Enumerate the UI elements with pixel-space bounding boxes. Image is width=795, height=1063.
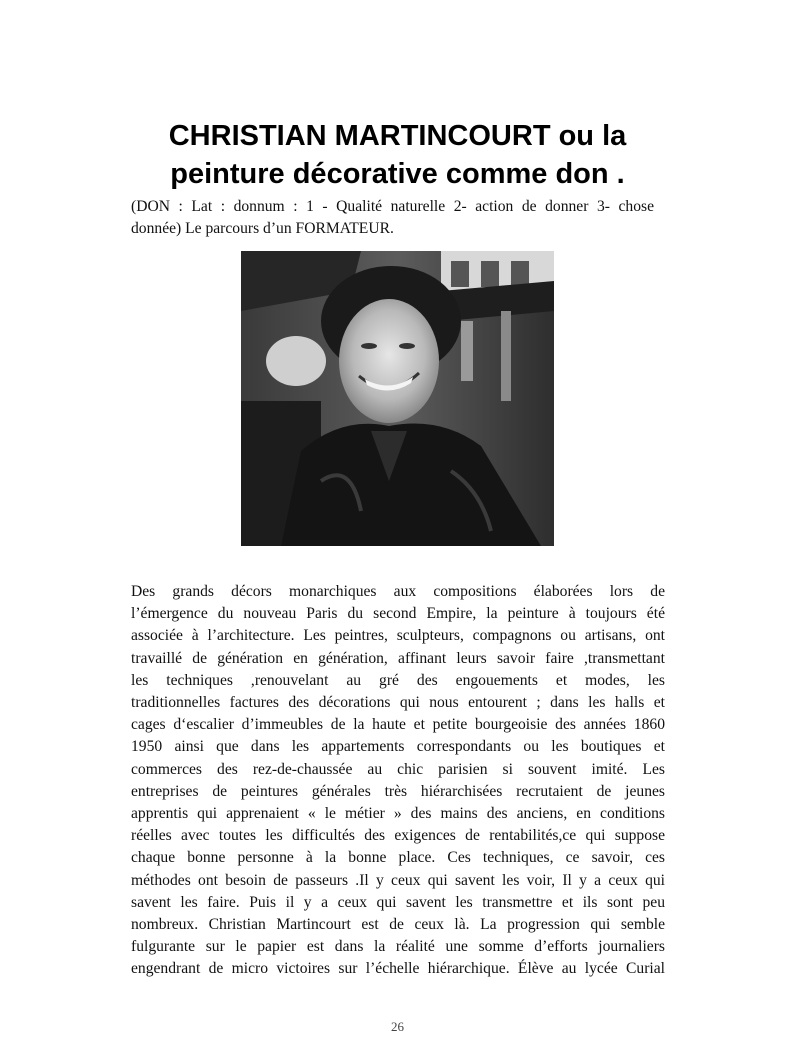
- page-title: [110, 117, 685, 193]
- title-line-1: CHRISTIAN MARTINCOURT ou la: [168, 120, 627, 153]
- paragraph-line: les techniques ,renouvelant au gré des engouements et modes, les: [131, 671, 665, 689]
- body-paragraph: [131, 581, 665, 981]
- intro-line-1: (DON : Lat : donnum : 1 - Qualité naturelle 2- action de donner 3- chose: [131, 198, 654, 215]
- paragraph-line: entreprises de peintures générales très hiérarchisées recrutaient de jeunes: [131, 782, 665, 800]
- paragraph-line: fulgurante sur le papier est dans la réalité une somme d’efforts journaliers: [131, 938, 665, 956]
- paragraph-line: commerces des rez-de-chaussée au chic parisien si souvent imité. Les: [131, 760, 665, 778]
- portrait-photo: [241, 251, 554, 546]
- paragraph-line: savent les faire. Puis il y a ceux qui savent les transmettre et ils sont peu: [131, 893, 665, 911]
- paragraph-line: travaillé de génération en génération, affinant leurs savoir faire ,transmettant: [131, 649, 665, 667]
- paragraph-line: chaque bonne personne à la bonne place. Ces techniques, ce savoir, ces: [131, 849, 665, 867]
- paragraph-line: l’émergence du nouveau Paris du second Empire, la peinture à toujours été: [131, 605, 665, 623]
- paragraph-line: méthodes ont besoin de passeurs .Il y ceux qui savent les voir, Il y a ceux qui: [131, 871, 665, 889]
- portrait-photo-icon: [241, 251, 554, 546]
- title-line-2: peinture décorative comme don .: [170, 158, 625, 191]
- intro-definition: [131, 196, 654, 240]
- paragraph-line: traditionnelles factures des décorations qui nous entourent ; dans les halls et: [131, 694, 665, 712]
- paragraph-line: engendrant de micro victoires sur l’échelle hiérarchique. Élève au lycée Curial: [131, 960, 665, 978]
- paragraph-line: nombreux. Christian Martincourt est de ceux là. La progression qui semble: [131, 916, 665, 934]
- paragraph-line: Des grands décors monarchiques aux compositions élaborées lors de: [131, 583, 665, 600]
- paragraph-line: réelles avec toutes les difficultés des exigences de rentabilités,ce qui suppose: [131, 827, 665, 845]
- paragraph-line: associée à l’architecture. Les peintres, sculpteurs, compagnons ou artisans, ont: [131, 627, 665, 645]
- page-number: 26: [391, 1019, 404, 1034]
- paragraph-line: cages d‘escalier d’immeubles de la haute et petite bourgeoisie des années 1860: [131, 716, 665, 734]
- paragraph-line: 1950 ainsi que dans les appartements correspondants ou les boutiques et: [131, 738, 665, 756]
- intro-line-2: donnée) Le parcours d’un FORMATEUR.: [131, 220, 394, 237]
- paragraph-line: apprentis qui apprenaient « le métier » des mains des anciens, en conditions: [131, 805, 665, 823]
